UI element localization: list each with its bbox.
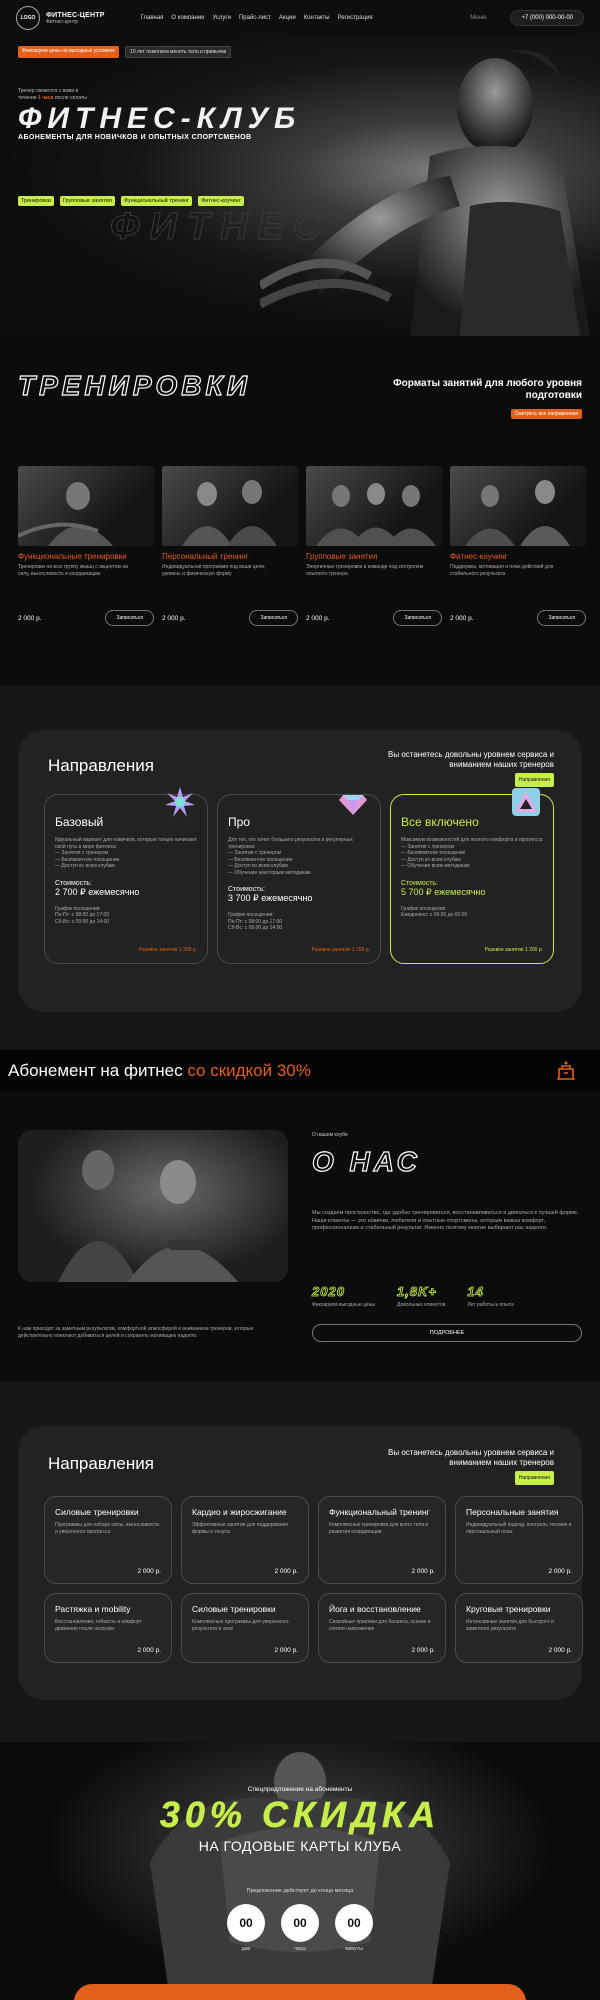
training-title: Групповые занятия [306,552,378,561]
signup-button[interactable]: Записаться [393,610,442,626]
formats-heading: Форматы занятий для любого уровня подготовки [393,378,582,401]
directions-grid-title: Направления [48,1454,154,1473]
timer-hours [281,1904,319,1952]
stat-label: Лет работы и опыта [467,1302,514,1308]
direction-price: 2 000 р. [548,1568,572,1575]
plan-cost: 5 700 ₽ ежемесячно [401,886,486,897]
chip-years: 10 лет помогаем менять тело и привычки [125,46,231,58]
direction-card[interactable] [181,1496,309,1584]
site-header [0,0,600,36]
training-price: 2 000 р. [18,614,42,622]
trainings-section [0,336,600,686]
stat-value: 1,8K+ [396,1284,437,1299]
timer-value: 00 [281,1904,319,1942]
training-price: 2 000 р. [450,614,474,622]
directions-button[interactable]: Направления [515,773,554,787]
plan-desc: Для тех, кто хочет большего результата и регулярных тренировок — Занятия с тренером — Безлимитное посещение — Доступ ко всем клубам — Обучение некоторым методикам [228,837,353,876]
phone-button[interactable]: +7 (000) 000-00-00 [510,10,584,26]
plan-schedule: График посещения: Ежедневно: с 06:00 до 00:00 [401,905,468,918]
timer-label: минуты [345,1946,363,1952]
satisfaction-text: Вы останетесь довольны уровнем сервиса и вниманием наших тренеров [388,1448,554,1467]
countdown-timer [0,1904,600,1952]
note-text-end: после оплаты [53,95,87,101]
plan-schedule: График посещения: Пн-Пт: с 08:00 до 17:00 Сб-Вс: с 09:00 до 14:00 [228,912,283,931]
direction-price: 2 000 р. [274,1568,298,1575]
main-nav [141,15,373,21]
stat-item [397,1284,445,1308]
direction-price: 2 000 р. [274,1647,298,1654]
hero-title: ФИТНЕС-КЛУБ [18,102,302,135]
plan-cost: 3 700 ₽ ежемесячно [228,893,313,903]
training-photo [450,466,586,546]
direction-title: Персональные занятия [466,1507,559,1517]
brand-subtitle: Фитнес-центр [46,18,79,25]
hero-subtitle: АБОНЕМЕНТЫ ДЛЯ НОВИЧКОВ И ОПЫТНЫХ СПОРТСМЕНОВ [18,134,252,141]
training-card[interactable] [162,466,298,636]
stat-label: Фиксируем выгодные цены [312,1302,375,1308]
promo-cta-button[interactable] [74,1984,526,2000]
stat-value: 14 [467,1284,484,1299]
direction-title: Функциональный тренинг [329,1507,430,1517]
about-stats [312,1284,514,1308]
training-card[interactable] [306,466,442,636]
nav-item-pricelist[interactable]: Прайс-лист [238,15,271,21]
nav-item-services[interactable]: Услуги [212,15,231,21]
training-cards [18,466,586,636]
more-button[interactable]: ПОДРОБНЕЕ [312,1324,582,1342]
plan-schedule: График посещения: Пн-Пт: с 08:00 до 17:00 Сб-Вс: с 09:00 до 14:00 [55,905,110,925]
training-desc: Энергичные тренировки в команде под контролем опытного тренера [306,564,424,577]
timer-days [227,1904,265,1952]
about-section [0,1092,600,1382]
direction-price: 2 000 р. [137,1568,161,1575]
promo-section [0,1742,600,2000]
directions-section [0,686,600,1050]
nav-item-about[interactable]: О компании [171,15,205,21]
nav-item-home[interactable]: Главная [140,15,164,21]
tag-group[interactable]: Групповые занятия [60,196,115,206]
promo-subtitle: НА ГОДОВЫЕ КАРТЫ КЛУБА [198,1838,402,1854]
plan-cost: 2 700 ₽ ежемесячно [55,886,140,897]
plan-cost-label: Стоимость: [55,879,92,887]
about-caption: К нам приходят за заметным результатом, комфортной атмосферой и вниманием тренеров, которые действительно помогают добиваться целей и сохранять мотивацию надолго. [18,1326,254,1339]
direction-card[interactable] [455,1496,583,1584]
plan-card-basic[interactable] [44,794,208,964]
about-label: О нашем клубе [312,1132,348,1138]
brand-name: ФИТНЕС-ЦЕНТР [46,11,105,19]
directions-button[interactable]: Направления [515,1471,554,1485]
stat-value: 2020 [312,1284,345,1299]
direction-desc: Комплексные тренировки для всего тела и развития координации [329,1522,429,1535]
directions-grid-section [0,1382,600,1742]
directions-panel [18,730,582,1012]
direction-desc: Спокойные практики для баланса, осанки и снятия напряжения [329,1619,431,1632]
training-photo [306,466,442,546]
nav-item-registration[interactable]: Регистрация [337,15,373,21]
direction-card[interactable] [44,1593,172,1663]
chip-fixed-prices: Фиксируем цены на выходных условиях [18,46,119,58]
timer-value: 00 [335,1904,373,1942]
bodybuilder-photo [130,1742,470,2000]
training-card[interactable] [18,466,154,636]
plan-name: Базовый [55,815,104,829]
plan-single-price: Разовое занятие 1 200 р. [484,947,543,953]
nav-item-promotions[interactable]: Акции [278,15,296,21]
direction-title: Растяжка и mobility [55,1604,131,1614]
timer-value: 00 [227,1904,265,1942]
direction-title: Кардио и жиросжигание [192,1507,287,1517]
directions-title: Направления [48,756,154,775]
plan-cards [44,794,554,964]
banner-text [8,1061,311,1081]
athlete-photo [260,36,600,336]
hero-chips [18,46,231,58]
nav-item-contacts[interactable]: Контакты [303,15,330,21]
direction-price: 2 000 р. [411,1647,435,1654]
hero-section [0,36,600,336]
about-text: Мы создаём пространство, где удобно тренироваться, восстанавливаться и двигаться к лучшей форме. Наши клиенты — это новички, любители и опытные спортсмены, которым важны комфорт, профессионализм и стабильный результат. Именно поэтому многие выбирают нас надолго. [312,1210,579,1231]
promo-headline: 30% СКИДКА [159,1794,441,1835]
note-text: Тренер свяжется с вами в течение [18,88,79,101]
direction-price: 2 000 р. [137,1647,161,1654]
direction-title: Силовые тренировки [55,1507,139,1517]
timer-label: часы [294,1946,306,1952]
plan-desc: Идеальный вариант для новичков, которые только начинают свой путь в мире фитнеса — Занятия с тренером — Безлимитное посещение — Доступ ко всем клубам [55,837,197,869]
stat-item [467,1284,513,1308]
training-price: 2 000 р. [306,614,330,622]
logo[interactable] [16,6,40,30]
trainings-title: ТРЕНИРОВКИ [18,370,251,401]
satisfaction-block [364,1448,554,1485]
training-title: Фитнес-коучинг [450,552,508,561]
star-burst-icon [165,787,195,817]
training-photo [162,466,298,546]
direction-desc: Эффективные занятия для поддержания формы и тонуса [192,1522,288,1535]
direction-card[interactable] [455,1593,583,1663]
hero-tags [18,196,244,206]
plan-name: Все включено [401,815,479,829]
discount-banner [0,1050,600,1092]
plan-cost-label: Стоимость: [228,886,265,893]
note-bold: 1 часа [37,95,54,101]
plan-desc: Максимум возможностей для полного комфорта и прогресса — Занятия с тренером — Безлимитное посещение — Доступ ко всем клубам — Обучение всем методикам [401,837,543,869]
about-photo [18,1130,288,1282]
banner-text-white: Абонемент на фитнес [8,1061,188,1080]
training-desc: Тренировки на всю группу мышц с акцентом на силу, выносливость и координацию [18,564,128,577]
gym-building-icon [554,1059,578,1083]
plan-single-price: Разовое занятие 1 200 р. [311,947,370,953]
training-desc: Поддержка, мотивация и план действий для стабильного результата [450,564,554,577]
brand [46,12,105,25]
direction-price: 2 000 р. [411,1568,435,1575]
hero-ghost-text: ФИТНЕС [110,206,331,248]
training-title: Персональный тренинг [162,552,249,561]
direction-desc: Программы для набора силы, выносливости и уверенного прогресса [55,1522,160,1535]
formats-block [362,378,582,420]
satisfaction-block [364,750,554,787]
satisfaction-text: Вы останетесь довольны уровнем сервиса и вниманием наших тренеров [388,750,554,769]
direction-desc: Индивидуальный подход, контроль техники и персональный план [466,1522,572,1535]
training-card[interactable] [450,466,586,636]
stat-label: Довольных клиентов [396,1302,446,1308]
menu-button[interactable]: Меню [470,15,487,21]
about-title: О НАС [312,1146,421,1177]
tag-coaching[interactable]: Фитнес-коучинг [198,196,244,206]
direction-desc: Интенсивные занятия для быстрого и заметного результата [466,1619,554,1632]
plan-single-price: Разовое занятие 1 200 р. [138,947,197,953]
direction-grid [44,1496,583,1663]
timer-minutes [335,1904,373,1952]
hero-note [18,88,98,102]
signup-button[interactable]: Записаться [537,610,586,626]
training-price: 2 000 р. [162,614,186,622]
stat-item [312,1284,375,1308]
direction-title: Круговые тренировки [466,1604,551,1614]
timer-label: дни [241,1946,251,1952]
direction-title: Йога и восстановление [329,1604,421,1614]
direction-card[interactable] [318,1593,446,1663]
all-directions-button[interactable]: Смотреть все направления [511,409,582,419]
plan-card-all-inclusive[interactable] [390,794,554,964]
training-photo [18,466,154,546]
banner-text-orange: со скидкой 30% [187,1061,311,1080]
plan-name: Про [228,815,250,829]
direction-desc: Комплексные программы для уверенного результата в зале [192,1619,289,1632]
direction-price: 2 000 р. [548,1647,572,1654]
direction-title: Силовые тренировки [192,1604,276,1614]
direction-card[interactable] [318,1496,446,1584]
training-desc: Индивидуальная программа под ваши цели, уровень и физическую форму [162,564,266,577]
signup-button[interactable]: Записаться [249,610,298,626]
direction-card[interactable] [44,1496,172,1584]
promo-until: Предложение действует до конца месяца [246,1888,354,1894]
logo-text: LOGO [20,15,36,21]
triangle-badge-icon [511,787,541,817]
tag-trainings[interactable]: Тренировки [18,196,54,206]
tag-functional[interactable]: Функциональный тренинг [121,196,192,206]
promo-note: Спецпредложение на абонементы [247,1786,353,1793]
direction-card[interactable] [181,1593,309,1663]
plan-cost-label: Стоимость: [401,879,438,887]
plan-card-pro[interactable] [217,794,381,964]
training-title: Функциональные тренировки [18,552,127,561]
direction-desc: Восстановление, гибкость и комфорт движения после нагрузки [55,1619,142,1632]
diamond-icon [338,787,368,817]
signup-button[interactable]: Записаться [105,610,154,626]
